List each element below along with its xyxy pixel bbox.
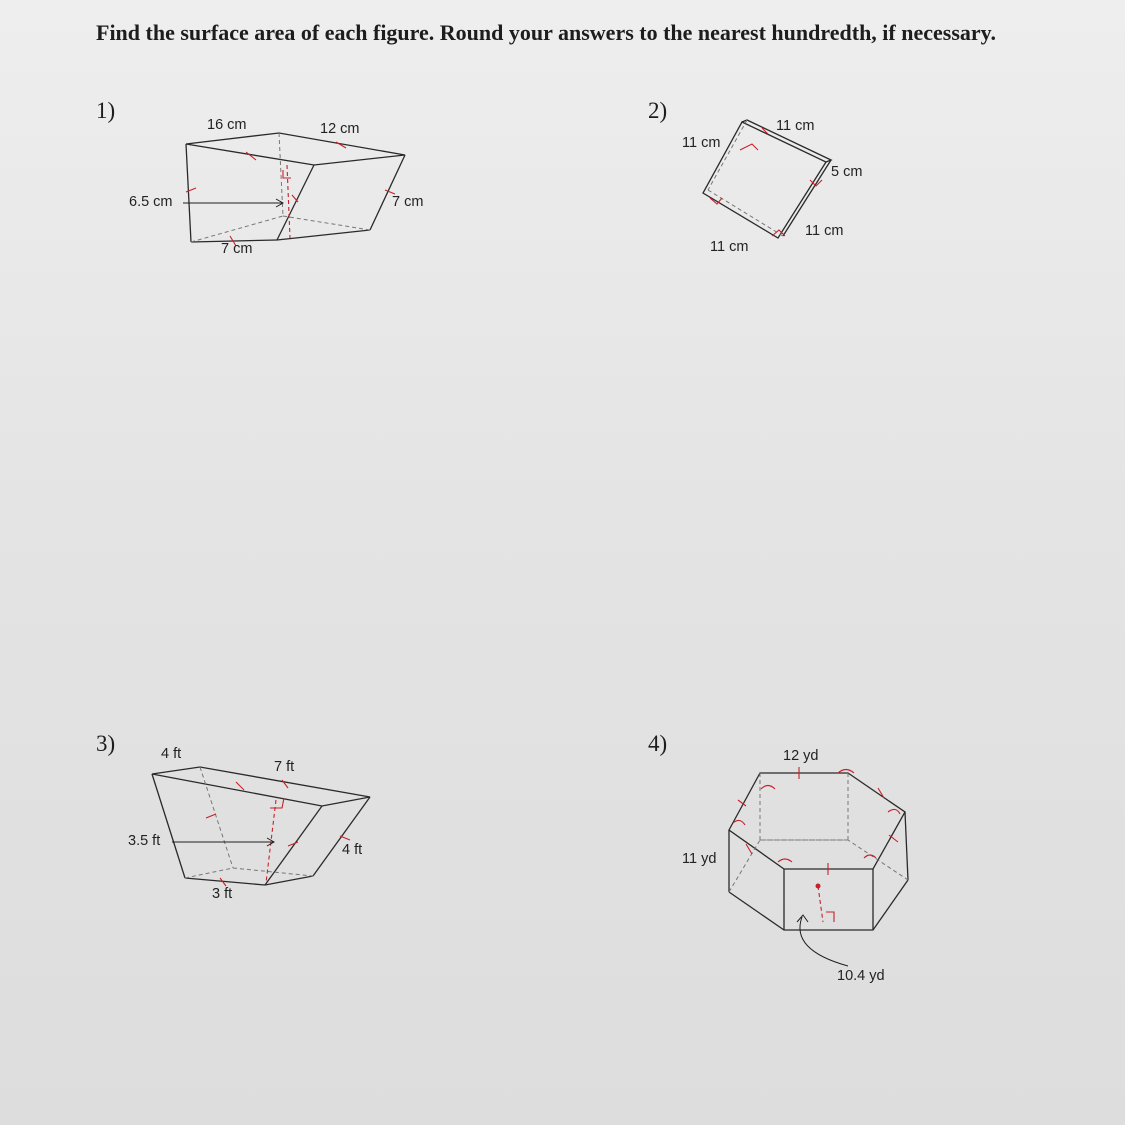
problem-number: 4) bbox=[648, 731, 668, 756]
dimension-label: 12 yd bbox=[783, 748, 819, 764]
instructions: Find the surface area of each figure. Round your answers to the nearest hundredth, if necessary. bbox=[96, 20, 996, 45]
dimension-label: 11 cm bbox=[776, 118, 815, 134]
dimension-label: 3 ft bbox=[212, 886, 233, 902]
dimension-label: 3.5 ft bbox=[128, 833, 161, 849]
dimension-label: 5 cm bbox=[831, 164, 863, 180]
dimension-label: 4 ft bbox=[342, 842, 363, 858]
dimension-label: 16 cm bbox=[207, 117, 247, 133]
problem-number: 2) bbox=[648, 98, 668, 123]
problem-number: 3) bbox=[96, 731, 116, 756]
dimension-label: 7 cm bbox=[392, 194, 424, 210]
dimension-label: 7 ft bbox=[274, 759, 295, 775]
dimension-label: 11 cm bbox=[682, 135, 721, 151]
dimension-label: 10.4 yd bbox=[837, 968, 885, 984]
dimension-label: 12 cm bbox=[320, 121, 360, 137]
dimension-label: 11 cm bbox=[805, 223, 844, 239]
dimension-label: 7 cm bbox=[221, 241, 253, 257]
dimension-label: 11 yd bbox=[682, 851, 717, 867]
dimension-label: 11 cm bbox=[710, 239, 749, 255]
dimension-label: 6.5 cm bbox=[129, 194, 173, 210]
problem-number: 1) bbox=[96, 98, 116, 123]
dimension-label: 4 ft bbox=[161, 746, 182, 762]
